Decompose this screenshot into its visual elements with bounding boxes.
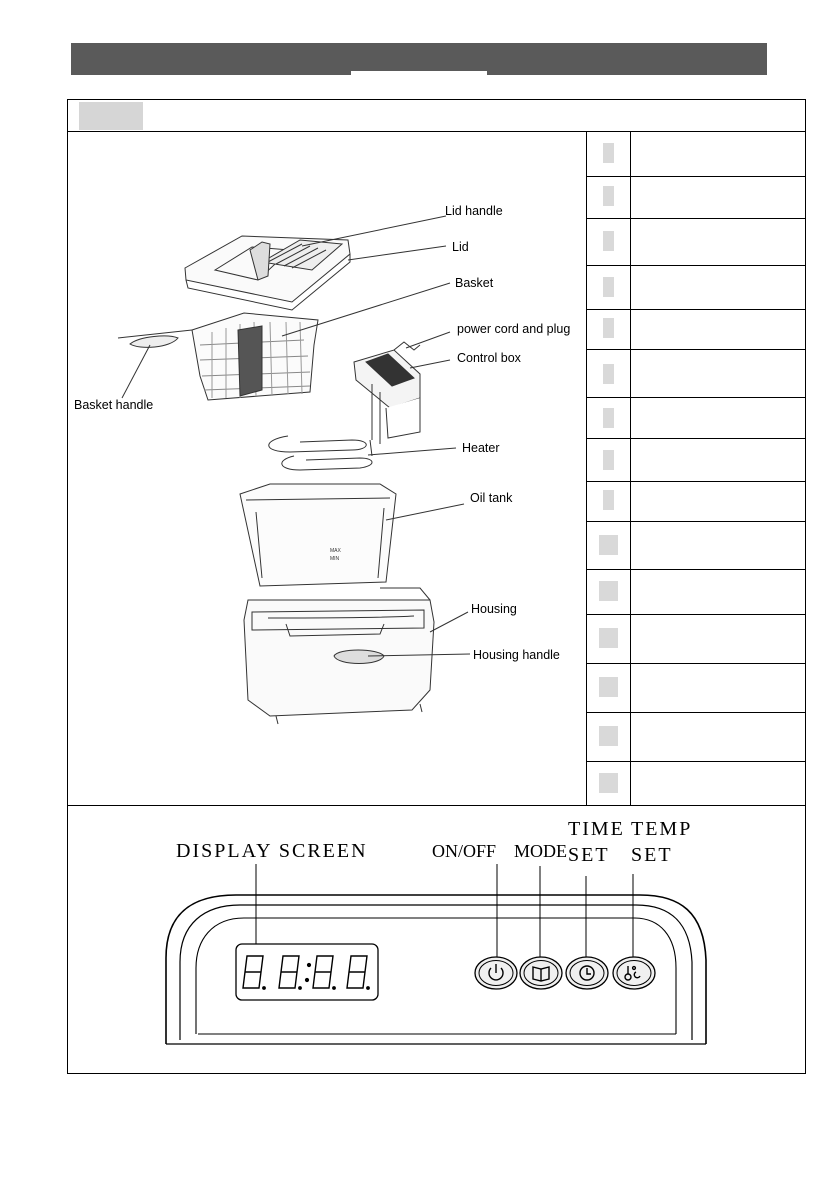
- lid-drawing: [185, 236, 350, 310]
- label-display-screen: DISPLAY SCREEN: [176, 840, 368, 862]
- label-control-box: Control box: [457, 351, 521, 365]
- label-temp-set: SET: [631, 844, 673, 866]
- time-set-button[interactable]: [566, 957, 608, 989]
- mode-button[interactable]: [520, 957, 562, 989]
- heater-drawing: [269, 436, 372, 470]
- display-digits: [243, 956, 369, 989]
- label-housing: Housing: [471, 602, 517, 616]
- label-oil-tank: Oil tank: [470, 491, 513, 505]
- label-basket: Basket: [455, 276, 494, 290]
- basket-drawing: [118, 313, 318, 400]
- label-mode: MODE: [514, 841, 567, 861]
- temp-set-button[interactable]: [613, 957, 655, 989]
- label-power-cord: power cord and plug: [457, 322, 571, 336]
- oil-tank-drawing: [240, 484, 396, 586]
- label-temp: TEMP: [631, 818, 693, 840]
- on-off-button[interactable]: [475, 957, 517, 989]
- label-on-off: ON/OFF: [432, 841, 497, 861]
- digit: [347, 956, 369, 989]
- label-time-set: SET: [568, 844, 610, 866]
- control-box-drawing: [354, 342, 420, 444]
- label-time: TIME: [568, 818, 625, 840]
- label-lid: Lid: [452, 240, 469, 254]
- label-heater: Heater: [462, 441, 500, 455]
- label-lid-handle: Lid handle: [445, 204, 503, 218]
- svg-text:MAX: MAX: [330, 548, 341, 554]
- digit: [279, 956, 301, 989]
- label-housing-handle: Housing handle: [473, 648, 560, 662]
- svg-text:MIN: MIN: [330, 556, 340, 562]
- housing-drawing: [244, 588, 434, 724]
- digit: [313, 956, 335, 989]
- label-basket-handle: Basket handle: [74, 398, 154, 412]
- digit: [243, 956, 265, 989]
